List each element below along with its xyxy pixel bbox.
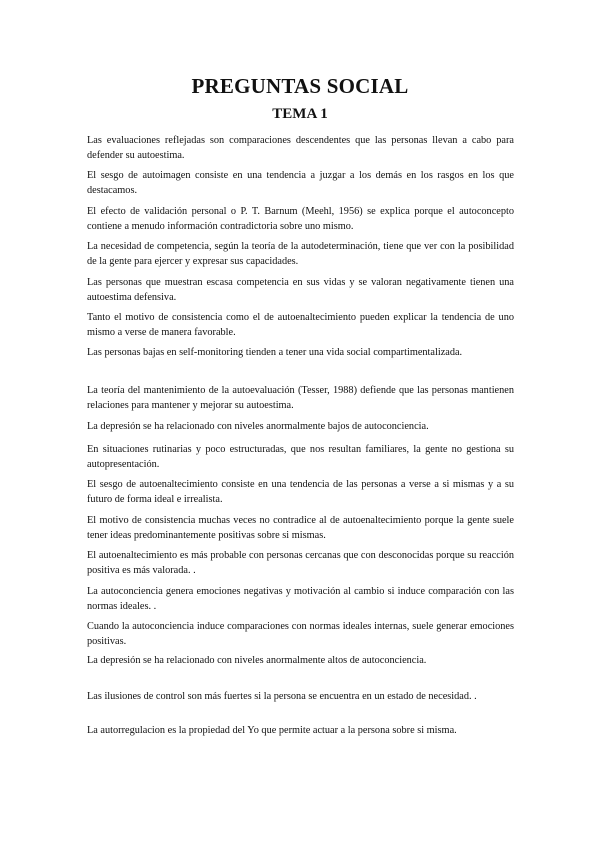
paragraph: El autoenaltecimiento es más probable con personas cercanas que con desconocidas porque su reacción positiva es más valorada. . <box>87 550 514 576</box>
paragraph: Las evaluaciones reflejadas son comparaciones descendentes que las personas llevan a cabo para defender su autoestima. <box>87 135 514 161</box>
paragraph: El sesgo de autoenaltecimiento consiste en una tendencia de las personas a verse a si mismas y a su futuro de forma ideal e irrealista. <box>87 479 514 505</box>
paragraph: La depresión se ha relacionado con niveles anormalmente bajos de autoconciencia. <box>87 421 429 432</box>
paragraph: Las personas que muestran escasa competencia en sus vidas y se valoran negativamente tienen una autoestima defensiva. <box>87 277 514 303</box>
paragraph: En situaciones rutinarias y poco estructuradas, que nos resultan familiares, la gente no gestiona su autopresentación. <box>87 444 514 470</box>
paragraph: Las ilusiones de control son más fuertes si la persona se encuentra en un estado de necesidad. . <box>87 691 477 702</box>
paragraph: Las personas bajas en self-monitoring tienden a tener una vida social compartimentalizada. <box>87 347 463 358</box>
document-title: PREGUNTAS SOCIAL <box>191 74 409 98</box>
paragraph: Cuando la autoconciencia induce comparaciones con normas ideales internas, suele generar emociones positivas. <box>87 621 514 647</box>
paragraph: La teoría del mantenimiento de la autoevaluación (Tesser, 1988) defiende que las personas mantienen relaciones para mantener y mejorar su autoestima. <box>87 385 514 411</box>
paragraph: La autorregulacion es la propiedad del Yo que permite actuar a la persona sobre si misma. <box>87 725 457 736</box>
paragraph: La autoconciencia genera emociones negativas y motivación al cambio si induce comparación con las normas ideales. . <box>87 586 514 612</box>
paragraph: Tanto el motivo de consistencia como el de autoenaltecimiento pueden explicar la tendencia de uno mismo a verse de manera favorable. <box>87 312 514 338</box>
paragraph: La depresión se ha relacionado con niveles anormalmente altos de autoconciencia. <box>87 655 427 666</box>
paragraph: El sesgo de autoimagen consiste en una tendencia a juzgar a los demás en los rasgos en los que destacamos. <box>87 170 514 196</box>
paragraph: El motivo de consistencia muchas veces no contradice al de autoenaltecimiento porque la gente suele tener ideas predominantemente positivas sobre si mismas. <box>87 515 514 541</box>
paragraph: El efecto de validación personal o P. T. Barnum (Meehl, 1956) se explica porque el autoconcepto contiene a menudo información contradictoria sobre uno mismo. <box>87 206 514 232</box>
paragraph: La necesidad de competencia, según la teoría de la autodeterminación, tiene que ver con la posibilidad de la gente para ejercer y expresar sus capacidades. <box>87 241 514 267</box>
document-subtitle: TEMA 1 <box>272 106 328 122</box>
